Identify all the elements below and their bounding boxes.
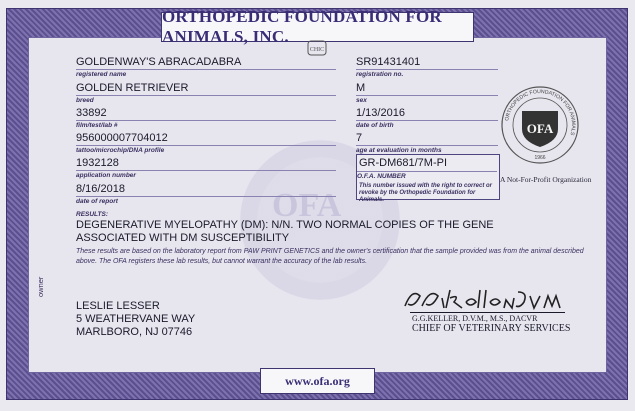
signer-block — [412, 314, 570, 334]
chic-logo-icon — [307, 40, 327, 56]
chic-logo-text: CHIC — [309, 47, 325, 53]
owner-city: MARLBORO, NJ 07746 — [76, 326, 193, 338]
results-value: DEGENERATIVE MYELOPATHY (DM): N/N. TWO NORMAL COPIES OF THE GENE ASSOCIATED WITH DM SUSCEPTIBILITY — [76, 219, 494, 244]
ofa-number-label: O.F.A. NUMBER — [357, 171, 497, 181]
application-number-field — [76, 157, 336, 180]
signer-title: CHIEF OF VETERINARY SERVICES — [412, 323, 571, 334]
owner-address — [76, 300, 195, 339]
registration-no-field — [356, 56, 498, 79]
tattoo-field — [76, 132, 336, 155]
dob-value: 1/13/2016 — [356, 107, 405, 119]
film-lab-value: 33892 — [76, 107, 107, 119]
sex-field — [356, 82, 498, 105]
header-title: ORTHOPEDIC FOUNDATION FOR ANIMALS, INC. — [162, 7, 442, 46]
age-field — [356, 132, 498, 155]
application-number-label: application number — [76, 170, 336, 180]
footer-url: www.ofa.org — [285, 373, 350, 388]
date-of-report-label: date of report — [76, 196, 336, 206]
film-lab-field — [76, 107, 336, 130]
ofa-number-value: GR-DM681/7M-PI — [359, 157, 448, 169]
breed-value: GOLDEN RETRIEVER — [76, 82, 189, 94]
registered-name-field — [76, 56, 336, 79]
sex-value: M — [356, 82, 366, 94]
nonprofit-text: A Not-For-Profit Organization — [500, 175, 592, 184]
ofa-number-box — [356, 154, 500, 203]
seal-text: OFA — [526, 121, 554, 136]
owner-street: 5 WEATHERVANE WAY — [76, 313, 196, 325]
signature — [400, 286, 570, 312]
date-of-report-field — [76, 183, 336, 206]
seal-ring-text: ORTHOPEDIC FOUNDATION FOR ANIMALS — [504, 88, 577, 136]
registration-no-label: registration no. — [356, 69, 498, 79]
breed-field — [76, 82, 336, 105]
header-banner — [161, 7, 474, 46]
registered-name-label: registered name — [76, 69, 336, 79]
tattoo-label: tattoo/microchip/DNA profile — [76, 145, 336, 155]
seal-year: 1966 — [534, 155, 546, 161]
date-of-report-value: 8/16/2018 — [76, 183, 125, 195]
results-note: These results are based on the laboratory report from PAW PRINT GENETICS and the owner's certification that the sample provided was from the animal described above. The OFA registers these lab results, but cannot warrant the accuracy of the lab results. — [76, 248, 584, 265]
sex-label: sex — [356, 95, 498, 105]
dob-label: date of birth — [356, 120, 498, 130]
ofa-seal-icon — [500, 85, 580, 165]
watermark-text: OFA — [272, 187, 342, 224]
breed-label: breed — [76, 95, 336, 105]
ofa-number-note: This number issued with the right to correct or revoke by the Orthopedic Foundation for Animals. — [359, 183, 493, 203]
dob-field — [356, 107, 498, 130]
age-label: age at evaluation in months — [356, 145, 498, 155]
registration-no-value: SR91431401 — [356, 56, 421, 68]
results-label: RESULTS: — [76, 211, 109, 218]
footer-banner — [260, 368, 375, 394]
film-lab-label: film/test/lab # — [76, 120, 336, 130]
signature-line — [410, 312, 565, 313]
signer-name: G.G.KELLER, D.V.M., M.S., DACVR — [412, 314, 538, 323]
owner-label: owner — [36, 276, 45, 297]
tattoo-value: 956000007704012 — [76, 132, 168, 144]
registered-name-value: GOLDENWAY'S ABRACADABRA — [76, 56, 242, 68]
application-number-value: 1932128 — [76, 157, 119, 169]
age-value: 7 — [356, 132, 363, 144]
owner-name: LESLIE LESSER — [76, 300, 160, 312]
